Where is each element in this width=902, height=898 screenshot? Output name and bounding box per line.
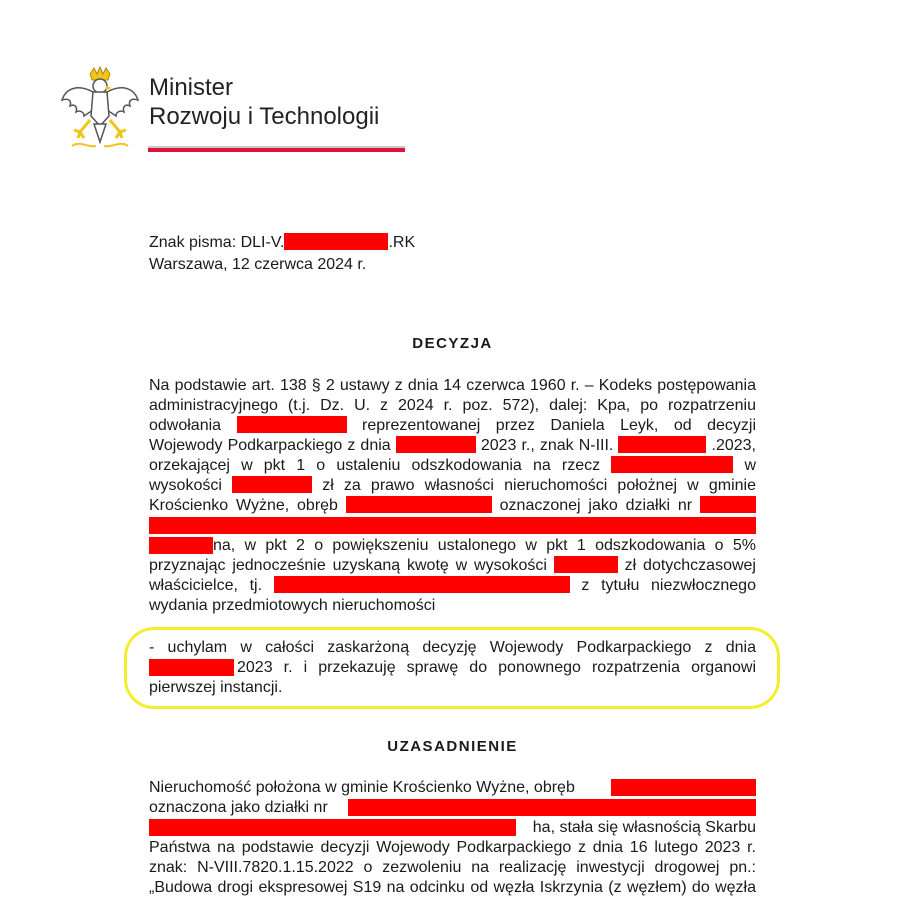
ruling-line: pierwszej instancji. bbox=[149, 679, 283, 696]
justification-line: „Budowa drogi ekspresowej S19 na odcinku od węzła Iskrzynia (z węzłem) do węzła bbox=[149, 879, 756, 896]
reference-number bbox=[149, 233, 415, 253]
redaction bbox=[149, 537, 213, 554]
justification-heading: UZASADNIENIE bbox=[387, 738, 518, 755]
redaction bbox=[700, 496, 756, 513]
redaction bbox=[346, 496, 492, 513]
redaction bbox=[396, 436, 476, 453]
redaction bbox=[232, 476, 312, 493]
ruling-line: 2023 r. i przekazuję sprawę do ponownego rozpatrzenia organowi bbox=[237, 659, 756, 676]
decision-line: administracyjnego (t.j. Dz. U. z 2024 r. poz. 572), dalej: Kpa, po rozpatrzeniu bbox=[149, 397, 756, 414]
redaction bbox=[348, 799, 756, 816]
decision-line: Krościenko Wyżne, obręb oznaczonej jako działki nr bbox=[149, 496, 756, 516]
redaction bbox=[149, 659, 234, 676]
redaction bbox=[618, 436, 706, 453]
redaction bbox=[274, 576, 570, 593]
redaction bbox=[611, 456, 733, 473]
redaction bbox=[284, 233, 388, 250]
place-date: Warszawa, 12 czerwca 2024 r. bbox=[149, 256, 367, 273]
decision-heading: DECYZJA bbox=[412, 335, 493, 352]
reference-suffix: .RK bbox=[388, 234, 416, 251]
decision-line: odwołania reprezentowanej przez Daniela Leyk, od decyzji bbox=[149, 417, 757, 434]
decision-line: Wojewody Podkarpackiego z dnia 2023 r., znak N-III. .2023, bbox=[149, 437, 756, 454]
redaction bbox=[611, 779, 756, 796]
ruling-line: - uchylam w całości zaskarżoną decyzję Wojewody Podkarpackiego z dnia bbox=[149, 639, 756, 656]
decision-line: przyznając jednocześnie uzyskaną kwotę w wysokości zł dotychczasowej bbox=[149, 557, 756, 574]
decision-line: na, w pkt 2 o powiększeniu ustalonego w pkt 1 odszkodowania o 5% bbox=[213, 537, 756, 554]
decision-line: wydania przedmiotowych nieruchomości bbox=[149, 597, 436, 614]
header-divider bbox=[148, 146, 405, 152]
justification-line: oznaczona jako działki nr bbox=[149, 799, 328, 816]
decision-line: orzekającej w pkt 1 o ustaleniu odszkodowania na rzecz w bbox=[149, 457, 757, 474]
decision-line: wysokości zł za prawo własności nieruchomości położnej w gminie bbox=[149, 477, 756, 494]
ministry-name-line1: Minister bbox=[149, 74, 234, 101]
decision-line: właścicielce, tj. z tytułu niezwłocznego bbox=[149, 577, 756, 594]
redaction bbox=[237, 416, 347, 433]
polish-eagle-emblem-icon bbox=[60, 66, 140, 154]
justification-line: ha, stała się własnością Skarbu bbox=[532, 819, 756, 836]
justification-line: Państwa na podstawie decyzji Wojewody Podkarpackiego z dnia 16 lutego 2023 r. bbox=[149, 839, 756, 856]
justification-line: Nieruchomość położona w gminie Krościenko Wyżne, obręb bbox=[149, 779, 575, 796]
redaction bbox=[149, 819, 516, 836]
ministry-name-line2: Rozwoju i Technologii bbox=[149, 103, 380, 130]
decision-line: Na podstawie art. 138 § 2 ustawy z dnia 14 czerwca 1960 r. – Kodeks postępowania bbox=[149, 377, 756, 394]
reference-prefix: Znak pisma: DLI-V. bbox=[149, 234, 285, 251]
justification-line: znak: N-VIII.7820.1.15.2022 o zezwoleniu na realizację inwestycji drogowej pn.: bbox=[149, 859, 756, 876]
redaction bbox=[149, 517, 756, 534]
redaction bbox=[554, 556, 618, 573]
